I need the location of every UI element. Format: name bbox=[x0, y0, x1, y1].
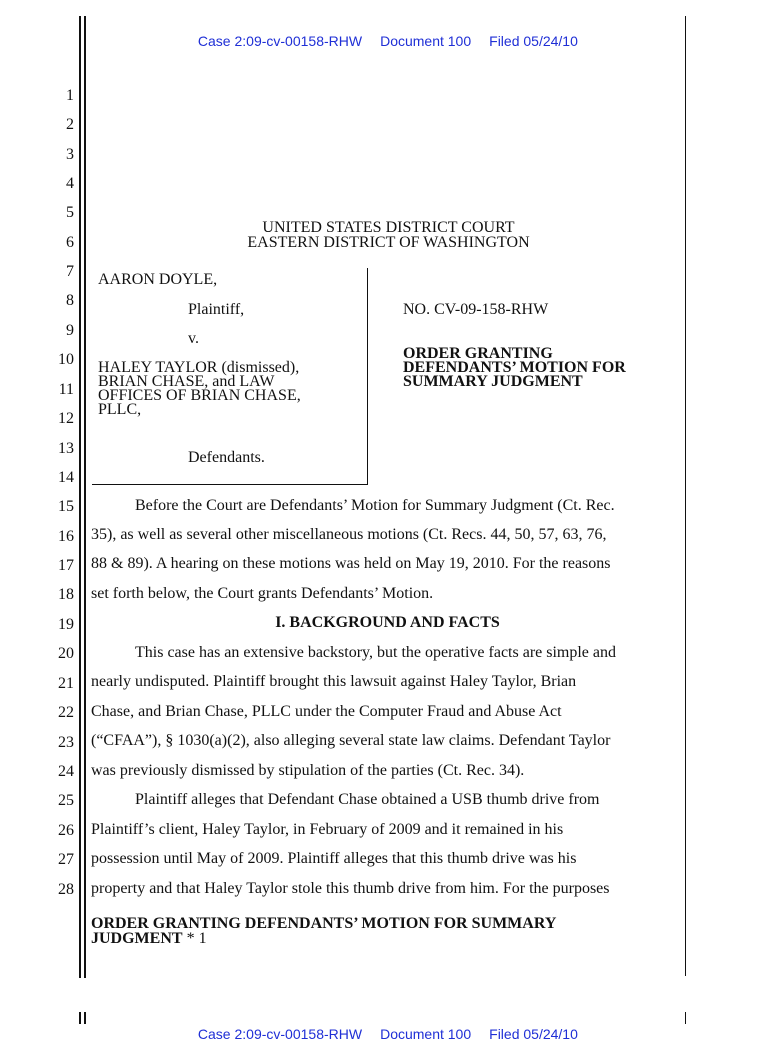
body-line: Before the Court are Defendants’ Motion for Summary Judgment (Ct. Rec. bbox=[135, 497, 615, 514]
court-name-line-1: UNITED STATES DISTRICT COURT bbox=[262, 219, 515, 236]
plaintiff-name: AARON DOYLE, bbox=[98, 271, 218, 288]
body-line: 88 & 89). A hearing on these motions was held on May 19, 2010. For the reasons bbox=[91, 555, 611, 572]
order-title-line-1: ORDER GRANTING bbox=[403, 345, 553, 362]
defendants-line-4: PLLC, bbox=[98, 401, 142, 418]
next-document-number: Document 100 bbox=[380, 1026, 472, 1042]
case-number-caption: NO. CV-09-158-RHW bbox=[403, 301, 549, 318]
line-number: 7 bbox=[66, 263, 74, 280]
left-margin-rule-outer bbox=[79, 16, 81, 978]
line-number: 24 bbox=[58, 763, 74, 780]
page-header bbox=[0, 17, 768, 49]
line-number: 16 bbox=[58, 528, 74, 545]
line-number: 9 bbox=[66, 322, 74, 339]
line-number: 23 bbox=[58, 734, 74, 751]
line-number: 11 bbox=[58, 381, 74, 398]
defendants-line-2: BRIAN CHASE, and LAW bbox=[98, 373, 275, 390]
right-margin-rule bbox=[685, 16, 686, 976]
body-line: (“CFAA”), § 1030(a)(2), also alleging several state law claims. Defendant Taylor bbox=[91, 732, 611, 749]
filed-date: Filed 05/24/10 bbox=[489, 33, 578, 49]
line-number: 28 bbox=[58, 881, 74, 898]
line-number: 12 bbox=[58, 410, 74, 427]
body-line: set forth below, the Court grants Defendants’ Motion. bbox=[91, 585, 434, 602]
document-number: Document 100 bbox=[380, 33, 472, 49]
body-line: was previously dismissed by stipulation of the parties (Ct. Rec. 34). bbox=[91, 762, 525, 779]
defendants-line-3: OFFICES OF BRIAN CHASE, bbox=[98, 387, 301, 404]
line-number: 14 bbox=[58, 469, 74, 486]
caption-divider-horizontal bbox=[92, 484, 368, 485]
next-case-number: Case 2:09-cv-00158-RHW bbox=[197, 1026, 363, 1042]
order-title-line-3: SUMMARY JUDGMENT bbox=[403, 373, 583, 390]
order-title-line-2: DEFENDANTS’ MOTION FOR bbox=[403, 359, 626, 376]
section-heading: I. BACKGROUND AND FACTS bbox=[275, 614, 500, 631]
line-number: 13 bbox=[58, 440, 74, 457]
line-number: 19 bbox=[58, 616, 74, 633]
footer-title-line-1: ORDER GRANTING DEFENDANTS’ MOTION FOR SUMMARY bbox=[91, 915, 557, 932]
line-number: 26 bbox=[58, 822, 74, 839]
line-number: 2 bbox=[66, 116, 74, 133]
line-number: 15 bbox=[58, 498, 74, 515]
page-number: * 1 bbox=[182, 930, 207, 947]
body-line: Plaintiff’s client, Haley Taylor, in February of 2009 and it remained in his bbox=[91, 821, 564, 838]
line-number: 8 bbox=[66, 292, 74, 309]
body-line: possession until May of 2009. Plaintiff alleges that this thumb drive was his bbox=[91, 850, 577, 867]
plaintiff-role: Plaintiff, bbox=[188, 301, 245, 318]
next-page-header bbox=[0, 1010, 768, 1042]
body-line: Plaintiff alleges that Defendant Chase obtained a USB thumb drive from bbox=[135, 791, 600, 808]
body-line: This case has an extensive backstory, but the operative facts are simple and bbox=[135, 644, 617, 661]
line-number: 6 bbox=[66, 234, 74, 251]
line-number: 20 bbox=[58, 645, 74, 662]
footer-title-judgment: JUDGMENT bbox=[91, 930, 183, 947]
line-number: 27 bbox=[58, 851, 74, 868]
line-number: 5 bbox=[66, 204, 74, 221]
body-line: 35), as well as several other miscellaneous motions (Ct. Recs. 44, 50, 57, 63, 76, bbox=[91, 526, 607, 543]
left-margin-rule-inner bbox=[84, 16, 86, 978]
line-number: 25 bbox=[58, 792, 74, 809]
defendants-line-1: HALEY TAYLOR (dismissed), bbox=[98, 359, 300, 376]
footer-title-line-2 bbox=[91, 932, 207, 946]
line-number: 1 bbox=[66, 87, 74, 104]
line-number: 3 bbox=[66, 146, 74, 163]
line-number: 22 bbox=[58, 704, 74, 721]
line-number: 4 bbox=[66, 175, 74, 192]
body-line: Chase, and Brian Chase, PLLC under the Computer Fraud and Abuse Act bbox=[91, 703, 562, 720]
next-filed-date: Filed 05/24/10 bbox=[489, 1026, 578, 1042]
case-number: Case 2:09-cv-00158-RHW bbox=[197, 33, 363, 49]
caption-divider-vertical bbox=[367, 268, 368, 484]
body-line: property and that Haley Taylor stole this thumb drive from him. For the purposes bbox=[91, 880, 610, 897]
court-name-line-2: EASTERN DISTRICT OF WASHINGTON bbox=[247, 234, 530, 251]
body-line: nearly undisputed. Plaintiff brought this lawsuit against Haley Taylor, Brian bbox=[91, 673, 577, 690]
line-number: 17 bbox=[58, 557, 74, 574]
versus: v. bbox=[188, 330, 199, 347]
line-number: 21 bbox=[58, 675, 74, 692]
line-number: 18 bbox=[58, 586, 74, 603]
defendants-role: Defendants. bbox=[188, 449, 265, 466]
line-number: 10 bbox=[58, 351, 74, 368]
